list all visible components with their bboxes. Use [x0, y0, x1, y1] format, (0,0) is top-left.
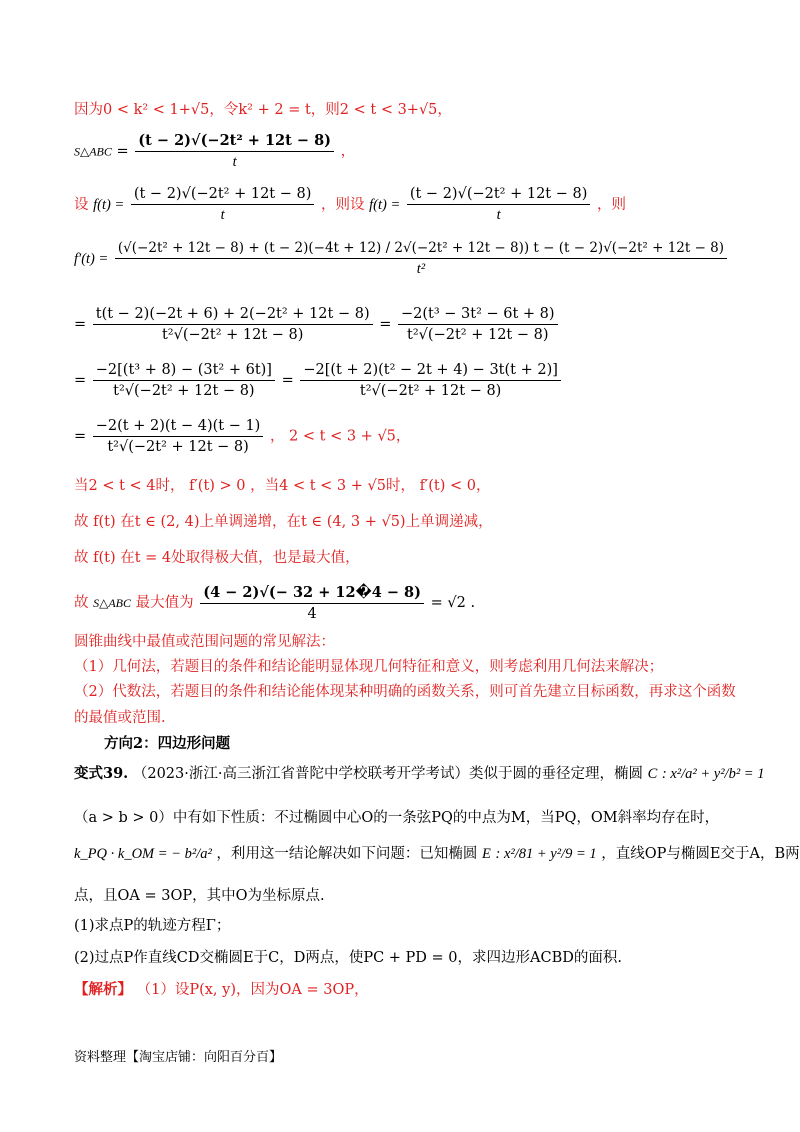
- footer: 资料整理【淘宝店铺：向阳百分百】: [74, 1050, 283, 1065]
- fraction: $\frac{\text{−2[(t³ + 8) − (3t² + 6t)]}}{\text{t²√(−2t² + 12t − 8)}}$: [93, 362, 275, 399]
- text-line-17: 变式39. （2023·浙江·高三浙江省普陀中学校联考开学考试）类似于圆的垂径定理，椭圆 C : x²/a² + y²/b² = 1: [74, 765, 765, 782]
- text-line-20: 点，且OA = 3OP，其中O为坐标原点.: [74, 888, 325, 904]
- section-heading: 方向2：四边形问题: [104, 735, 231, 752]
- fraction: $\frac{\text{t(t − 2)(−2t + 6) + 2(−2t² + 12t − 8)}}{\text{t²√(−2t² + 12t − 8)}}$: [93, 306, 373, 343]
- text-line-2: S△ABC = $\frac{\text{(t − 2)√(−2t² + 12t − 8)}}{t}$ ，: [74, 132, 356, 170]
- fraction: (√(−2t² + 12t − 8) + (t − 2)(−4t + 12) / 2√(−2t² + 12t − 8)) t − (t − 2)√(−2t² + 12t − 8) t²: [115, 240, 727, 278]
- text-line-15: 的最值或范围.: [74, 710, 166, 726]
- text-line-14: （2）代数法，若题目的条件和结论能体现某种明确的函数关系，则可首先建立目标函数，再求这个函数: [74, 684, 736, 700]
- fraction: $\frac{\text{(t − 2)√(−2t² + 12t − 8)}}{t}$: [135, 132, 334, 171]
- text-line-3: 设 f(t) = $\frac{\text{(t − 2)√(−2t² + 12t − 8)}}{t}$ ，则设 f(t) = $\frac{\text{(t − 2)√(−2t² + 12t − 8)}}{t}$ ，则: [74, 186, 626, 223]
- text-line-19: k_PQ · k_OM = − b²/a² ，利用这一结论解决如下问题：已知椭圆 E : x²/81 + y²/9 = 1 ，直线OP与椭圆E交于A，B两: [74, 846, 800, 862]
- text-line-22: (2)过点P作直线CD交椭圆E于C，D两点，使PC + PD = 0，求四边形ACBD的面积.: [74, 950, 622, 966]
- text-line-4: f′(t) = (√(−2t² + 12t − 8) + (t − 2)(−4t + 12) / 2√(−2t² + 12t − 8)) t − (t − 2)√(−2t² + 12t − 8) t²: [74, 240, 729, 278]
- text-line-23: 【解析】 （1）设P(x, y)，因为OA = 3OP，: [74, 981, 369, 998]
- fraction: $\frac{\text{−2(t³ − 3t² − 6t + 8)}}{\text{t²√(−2t² + 12t − 8)}}$: [398, 306, 558, 343]
- fraction: $\frac{-2(t + 2)(t - 4)(t - 1)}{\text{t²√(−2t² + 12t − 8)}}$: [93, 418, 264, 455]
- fraction: $\frac{(4 - 2)√(- 32 + 12�4 - 8)}{4}$: [200, 584, 424, 622]
- text-line-1: 因为0 < k² < 1+√5，令k² + 2 = t，则2 < t < 3+√5，: [74, 102, 452, 118]
- text-line-9: 故 f(t) 在t ∈ (2, 4)上单调递增，在t ∈ (4, 3 + √5)上单调递减，: [74, 514, 493, 530]
- text-line-12: 圆锥曲线中最值或范围问题的常见解法：: [74, 634, 335, 650]
- text-line-5: = $\frac{\text{t(t − 2)(−2t + 6) + 2(−2t² + 12t − 8)}}{\text{t²√(−2t² + 12t − 8)}}$ = $\frac{\text{−2(t³ − 3t² − 6t + 8)}}{\text{t²√(−2t² + 12t − 8)}}$: [74, 306, 560, 343]
- text-line-21: (1)求点P的轨迹方程Γ；: [74, 918, 231, 934]
- text-line-8: 当2 < t < 4时， f′(t) > 0 ，当4 < t < 3 + √5时， f′(t) < 0，: [74, 478, 491, 494]
- text-line-13: （1）几何法，若题目的条件和结论能明显体现几何特征和意义，则考虑利用几何法来解决；: [74, 659, 664, 675]
- text-line-11: 故 S△ABC 最大值为 $\frac{(4 - 2)√(- 32 + 12�4 - 8)}{4}$ = √2 .: [74, 584, 476, 622]
- text-line-6: = $\frac{\text{−2[(t³ + 8) − (3t² + 6t)]}}{\text{t²√(−2t² + 12t − 8)}}$ = $\frac{\text{−2[(t + 2)(t² − 2t + 4) − 3t(t + 2)]}}{\text{t²√(−2t² + 12t − 8)}}$: [74, 362, 563, 399]
- text-line-7: = $\frac{-2(t + 2)(t - 4)(t - 1)}{\text{t²√(−2t² + 12t − 8)}}$ ， 2 < t < 3 + √5，: [74, 418, 411, 455]
- text-line-18: （a > b > 0）中有如下性质：不过椭圆中心O的一条弦PQ的中点为M，当PQ，OM斜率均存在时，: [74, 810, 720, 826]
- text-line-10: 故 f(t) 在t = 4处取得极大值，也是最大值，: [74, 550, 360, 566]
- fraction: $\frac{\text{(t − 2)√(−2t² + 12t − 8)}}{t}$: [407, 186, 591, 224]
- fraction: $\frac{\text{−2[(t + 2)(t² − 2t + 4) − 3t(t + 2)]}}{\text{t²√(−2t² + 12t − 8)}}$: [300, 362, 561, 399]
- fraction: $\frac{\text{(t − 2)√(−2t² + 12t − 8)}}{t}$: [131, 186, 315, 224]
